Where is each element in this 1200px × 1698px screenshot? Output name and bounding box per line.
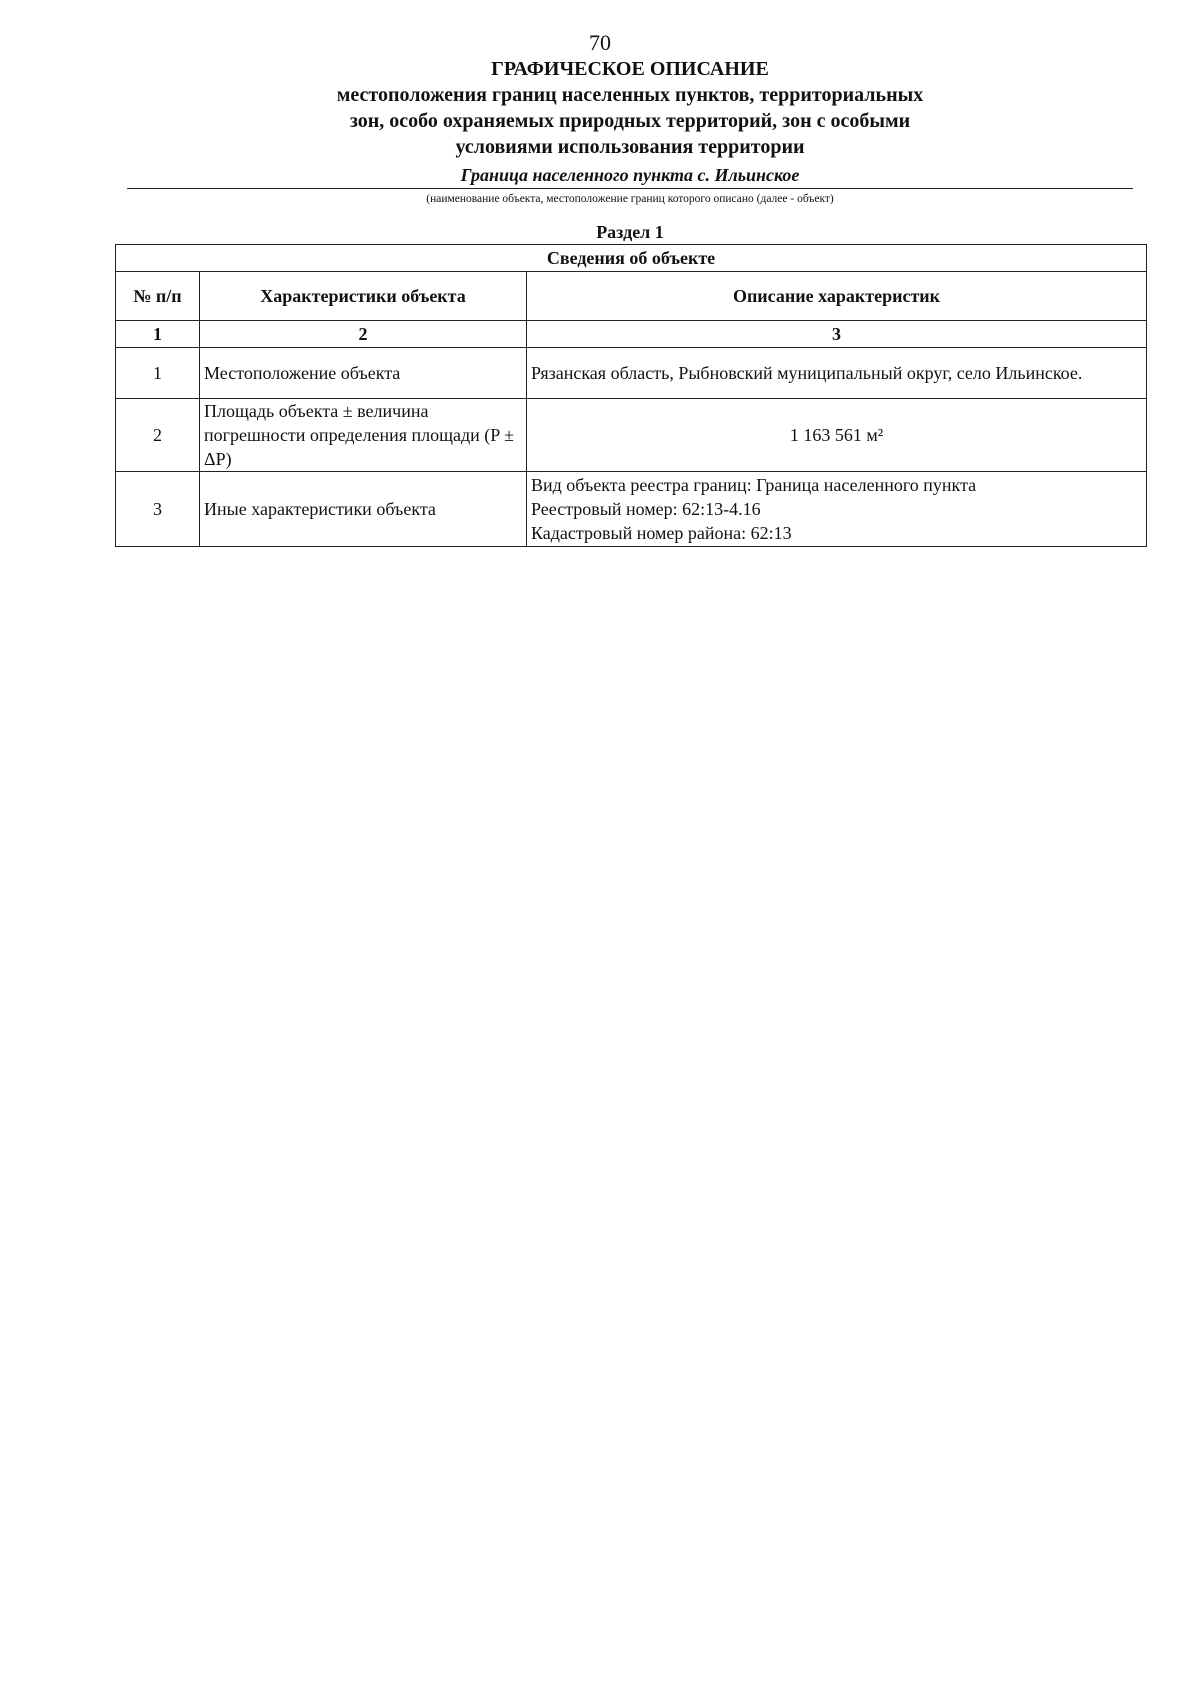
column-number-1: 1 xyxy=(116,321,200,348)
row-description xyxy=(527,399,1147,472)
row-num: 1 xyxy=(116,348,200,399)
table-header-row xyxy=(116,272,1147,321)
table-row xyxy=(116,399,1147,472)
description-line: 1 163 561 м² xyxy=(789,425,884,445)
description-line: Рязанская область, Рыбновский муниципальный округ, село Ильинское. xyxy=(531,363,1083,383)
row-characteristic: Площадь объекта ± величина погрешности определения площади (P ± ΔP) xyxy=(200,399,527,472)
title-line-2: зон, особо охраняемых природных территорий, зон с особыми xyxy=(349,110,911,132)
page-number: 70 xyxy=(589,30,611,55)
object-info-table xyxy=(115,244,1147,547)
title-line-1: местоположения границ населенных пунктов, территориальных xyxy=(336,84,924,106)
document-title xyxy=(0,56,1200,160)
description-line: Кадастровый номер района: 62:13 xyxy=(531,523,792,543)
row-num: 3 xyxy=(116,472,200,547)
object-caption: (наименование объекта, местоположение границ которого описано (далее - объект) xyxy=(426,193,834,205)
section-title: Раздел 1 xyxy=(596,222,664,242)
column-number-row xyxy=(116,321,1147,348)
table-row xyxy=(116,472,1147,547)
table-caption-row xyxy=(116,245,1147,272)
header-characteristic: Характеристики объекта xyxy=(200,272,527,321)
title-line-3: условиями использования территории xyxy=(455,136,805,158)
row-description xyxy=(527,348,1147,399)
header-num: № п/п xyxy=(116,272,200,321)
object-name-underline xyxy=(127,188,1133,189)
row-characteristic: Местоположение объекта xyxy=(200,348,527,399)
column-number-3: 3 xyxy=(527,321,1147,348)
row-characteristic: Иные характеристики объекта xyxy=(200,472,527,547)
description-line: Реестровый номер: 62:13-4.16 xyxy=(531,499,761,519)
title-main: ГРАФИЧЕСКОЕ ОПИСАНИЕ xyxy=(491,58,769,80)
description-line: Вид объекта реестра границ: Граница населенного пункта xyxy=(531,475,977,495)
column-number-2: 2 xyxy=(200,321,527,348)
row-description xyxy=(527,472,1147,547)
row-num: 2 xyxy=(116,399,200,472)
object-name: Граница населенного пункта с. Ильинское xyxy=(460,165,800,185)
table-row xyxy=(116,348,1147,399)
table-caption: Сведения об объекте xyxy=(116,245,1147,272)
header-description: Описание характеристик xyxy=(527,272,1147,321)
